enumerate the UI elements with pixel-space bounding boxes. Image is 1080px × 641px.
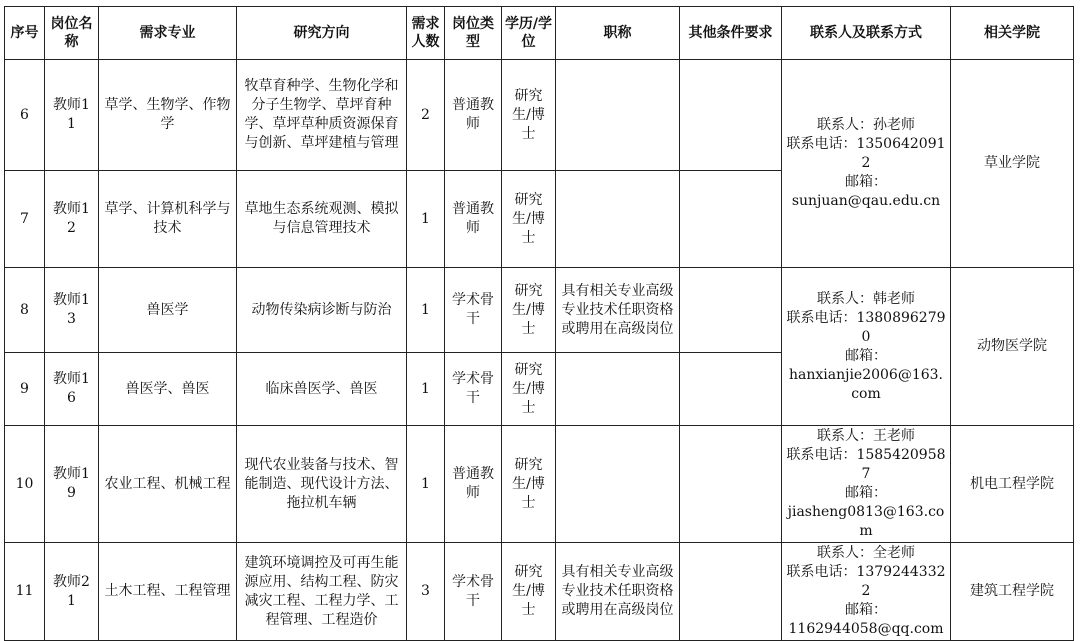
header-college: 相关学院	[951, 7, 1074, 60]
cell-direction: 牧草育种学、生物化学和分子生物学、草坪育种学、草坪草种质资源保育与创新、草坪建植与管理	[237, 60, 407, 171]
cell-type: 普通教师	[445, 60, 502, 171]
cell-seq: 7	[5, 171, 45, 268]
table-row	[5, 543, 1074, 641]
cell-title: 具有相关专业高级专业技术任职资格或聘用在高级岗位	[556, 268, 680, 353]
cell-count: 2	[407, 60, 445, 171]
cell-other	[680, 426, 782, 543]
cell-contact	[782, 268, 951, 426]
cell-title	[556, 426, 680, 543]
cell-post: 教师13	[45, 268, 99, 353]
cell-post: 教师16	[45, 353, 99, 426]
cell-type: 学术骨干	[445, 353, 502, 426]
cell-seq: 6	[5, 60, 45, 171]
header-other: 其他条件要求	[680, 7, 782, 60]
cell-post: 教师21	[45, 543, 99, 641]
contact-email: sunjuan@qau.edu.cn	[791, 193, 941, 209]
cell-contact	[782, 60, 951, 268]
cell-major: 兽医学、兽医	[99, 353, 237, 426]
header-major: 需求专业	[99, 7, 237, 60]
cell-post: 教师19	[45, 426, 99, 543]
contact-person: 联系人：孙老师	[817, 117, 915, 133]
cell-title	[556, 171, 680, 268]
header-degree: 学历/学位	[502, 7, 556, 60]
cell-degree: 研究生/博士	[502, 426, 556, 543]
cell-degree: 研究生/博士	[502, 543, 556, 641]
cell-post: 教师11	[45, 60, 99, 171]
cell-major: 兽医学	[99, 268, 237, 353]
contact-email-label: 邮箱：	[845, 602, 887, 618]
cell-other	[680, 171, 782, 268]
header-title: 职称	[556, 7, 680, 60]
cell-direction: 草地生态系统观测、模拟与信息管理技术	[237, 171, 407, 268]
contact-email: 1162944058@qq.com	[788, 621, 944, 637]
cell-direction: 建筑环境调控及可再生能源应用、结构工程、防灾减灾工程、工程力学、工程管理、工程造价	[237, 543, 407, 641]
table-row	[5, 268, 1074, 353]
cell-seq: 9	[5, 353, 45, 426]
contact-email-label: 邮箱：	[845, 485, 887, 501]
contact-email: jiasheng0813@163.com	[787, 504, 945, 539]
cell-seq: 11	[5, 543, 45, 641]
cell-title: 具有相关专业高级专业技术任职资格或聘用在高级岗位	[556, 543, 680, 641]
header-contact: 联系人及联系方式	[782, 7, 951, 60]
cell-seq: 10	[5, 426, 45, 543]
cell-type: 普通教师	[445, 171, 502, 268]
cell-college: 动物医学院	[951, 268, 1074, 426]
header-count: 需求人数	[407, 7, 445, 60]
contact-email: hanxianjie2006@163.com	[788, 366, 944, 402]
cell-contact	[782, 426, 951, 543]
cell-type: 学术骨干	[445, 268, 502, 353]
table-row	[5, 60, 1074, 171]
contact-phone: 联系电话：13792443322	[786, 564, 946, 599]
cell-count: 3	[407, 543, 445, 641]
contact-phone: 联系电话：15854209587	[786, 447, 946, 482]
contact-email-label: 邮箱：	[845, 347, 887, 364]
contact-person: 联系人：王老师	[817, 428, 915, 444]
cell-post: 教师12	[45, 171, 99, 268]
cell-college: 草业学院	[951, 60, 1074, 268]
cell-type: 普通教师	[445, 426, 502, 543]
header-direction: 研究方向	[237, 7, 407, 60]
cell-degree: 研究生/博士	[502, 60, 556, 171]
header-seq: 序号	[5, 7, 45, 60]
cell-direction: 临床兽医学、兽医	[237, 353, 407, 426]
cell-count: 1	[407, 426, 445, 543]
cell-count: 1	[407, 353, 445, 426]
cell-title	[556, 353, 680, 426]
cell-other	[680, 60, 782, 171]
cell-direction: 现代农业装备与技术、智能制造、现代设计方法、拖拉机车辆	[237, 426, 407, 543]
cell-seq: 8	[5, 268, 45, 353]
cell-type: 学术骨干	[445, 543, 502, 641]
contact-phone: 联系电话：13808962790	[786, 309, 946, 345]
cell-count: 1	[407, 171, 445, 268]
cell-major: 草学、计算机科学与技术	[99, 171, 237, 268]
contact-person: 联系人：韩老师	[817, 290, 915, 307]
cell-other	[680, 268, 782, 353]
header-post: 岗位名称	[45, 7, 99, 60]
cell-degree: 研究生/博士	[502, 268, 556, 353]
table-row	[5, 426, 1074, 543]
contact-email-label: 邮箱：	[845, 174, 887, 190]
cell-major: 草学、生物学、作物学	[99, 60, 237, 171]
cell-degree: 研究生/博士	[502, 353, 556, 426]
cell-college: 机电工程学院	[951, 426, 1074, 543]
cell-count: 1	[407, 268, 445, 353]
cell-contact	[782, 543, 951, 641]
cell-major: 农业工程、机械工程	[99, 426, 237, 543]
cell-college: 建筑工程学院	[951, 543, 1074, 641]
cell-degree: 研究生/博士	[502, 171, 556, 268]
cell-other	[680, 353, 782, 426]
cell-title	[556, 60, 680, 171]
cell-major: 土木工程、工程管理	[99, 543, 237, 641]
contact-phone: 联系电话：13506420912	[786, 136, 946, 171]
cell-other	[680, 543, 782, 641]
contact-person: 联系人：全老师	[817, 545, 915, 561]
header-row	[5, 7, 1074, 60]
recruitment-table	[4, 6, 1074, 641]
cell-direction: 动物传染病诊断与防治	[237, 268, 407, 353]
header-type: 岗位类型	[445, 7, 502, 60]
